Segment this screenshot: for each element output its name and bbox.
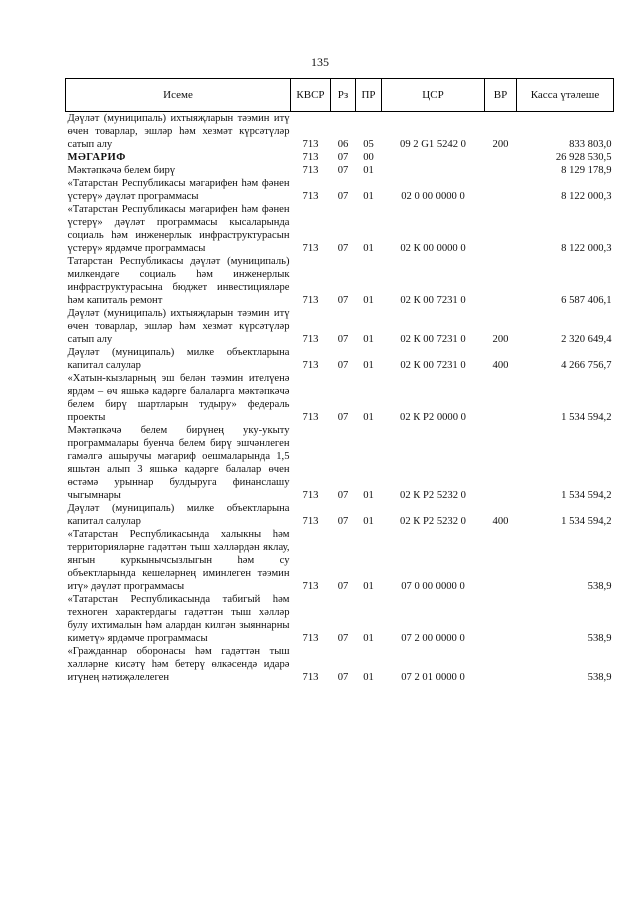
row-amount-cell: 538,9 <box>587 581 612 592</box>
table-row <box>66 645 614 684</box>
table-row <box>66 528 614 593</box>
row-rz-cell: 07 <box>337 490 349 501</box>
row-pr-cell: 01 <box>363 412 374 423</box>
row-rz-cell: 06 <box>337 139 349 150</box>
row-kvsr-cell: 713 <box>302 672 319 683</box>
row-name-cell: «Татарстан Республикасы мәгарифен һәм фәнен үстерү» дәүләт программасы кысаларында социаль һәм инженерлык инфраструктурасын үстерү» ярдәмче программасы <box>67 204 290 254</box>
row-csr-cell: 02 К Р2 0000 0 <box>400 412 466 423</box>
table-body <box>66 112 614 685</box>
table-row <box>66 151 614 164</box>
row-vr-cell: 400 <box>492 516 509 527</box>
row-vr-cell <box>485 164 517 177</box>
column-header-vr: ВР <box>485 79 517 112</box>
column-header-rz: Рз <box>331 79 356 112</box>
row-pr-cell: 01 <box>363 243 374 254</box>
column-header-amount: Касса үтәлеше <box>517 79 614 112</box>
column-header-pr: ПР <box>356 79 382 112</box>
row-csr-cell: 02 К 00 7231 0 <box>400 334 466 345</box>
row-vr-cell <box>485 424 517 502</box>
row-pr-cell: 01 <box>363 516 374 527</box>
row-rz-cell: 07 <box>337 334 349 345</box>
row-rz-cell: 07 <box>337 360 349 371</box>
row-name-cell: Дәүләт (муниципаль) ихтыяҗларын тәэмин итү өчен товарлар, эшләр һәм хезмәт күрсәтүләр сатып алу <box>67 113 290 150</box>
row-rz-cell: 07 <box>337 672 349 683</box>
column-header-csr: ЦСР <box>382 79 485 112</box>
row-csr-cell: 02 0 00 0000 0 <box>401 191 465 202</box>
row-name-cell: Дәүләт (муниципаль) милке объектларына капитал салулар <box>67 503 290 527</box>
row-pr-cell: 01 <box>363 165 374 176</box>
row-amount-cell: 833 803,0 <box>569 139 612 150</box>
table-row <box>66 502 614 528</box>
table-row <box>66 203 614 255</box>
page-number: 135 <box>311 55 329 69</box>
row-rz-cell: 07 <box>337 581 349 592</box>
row-amount-cell: 538,9 <box>587 633 612 644</box>
row-csr-cell <box>382 151 485 164</box>
row-name-cell: «Татарстан Республикасы мәгарифен һәм фәнен үстерү» дәүләт программасы <box>67 178 290 202</box>
row-name-cell: Дәүләт (муниципаль) ихтыяҗларын тәэмин итү өчен товарлар, эшләр һәм хезмәт күрсәтүләр сатып алу <box>67 308 290 345</box>
row-amount-cell: 8 122 000,3 <box>561 243 612 254</box>
row-vr-cell: 200 <box>492 334 509 345</box>
row-amount-cell: 1 534 594,2 <box>561 412 612 423</box>
row-kvsr-cell: 713 <box>302 165 319 176</box>
row-csr-cell: 02 К 00 0000 0 <box>400 243 466 254</box>
row-kvsr-cell: 713 <box>302 581 319 592</box>
table-row <box>66 307 614 346</box>
row-vr-cell: 200 <box>492 139 509 150</box>
row-kvsr-cell: 713 <box>302 633 319 644</box>
row-name-cell: «Гражданнар оборонасы һәм гадәттән тыш хәлләрне кисәтү һәм бетерү өлкәсендә идарә итүнең нәтиҗәлелеген <box>67 646 290 683</box>
row-rz-cell: 07 <box>337 412 349 423</box>
row-vr-cell <box>485 203 517 255</box>
row-pr-cell: 01 <box>363 334 374 345</box>
column-header-name: Исеме <box>66 79 291 112</box>
row-amount-cell: 8 129 178,9 <box>561 165 612 176</box>
table-header <box>66 79 614 112</box>
table-row <box>66 372 614 424</box>
row-name-cell: Дәүләт (муниципаль) милке объектларына капитал салулар <box>67 347 290 371</box>
row-pr-cell: 01 <box>363 672 374 683</box>
row-rz-cell: 07 <box>337 191 349 202</box>
row-csr-cell: 02 К Р2 5232 0 <box>400 490 466 501</box>
table-row <box>66 255 614 307</box>
row-pr-cell: 01 <box>363 581 374 592</box>
row-csr-cell: 09 2 G1 5242 0 <box>400 139 466 150</box>
table-row <box>66 424 614 502</box>
row-amount-cell: 26 928 530,5 <box>555 152 612 163</box>
row-vr-cell <box>485 151 517 164</box>
row-pr-cell: 01 <box>363 360 374 371</box>
table-row <box>66 112 614 152</box>
row-pr-cell: 00 <box>363 152 374 163</box>
budget-table <box>65 78 614 684</box>
row-csr-cell: 02 К 00 7231 0 <box>400 295 466 306</box>
row-vr-cell <box>485 528 517 593</box>
row-vr-cell <box>485 372 517 424</box>
row-pr-cell: 01 <box>363 490 374 501</box>
row-vr-cell <box>485 645 517 684</box>
row-rz-cell: 07 <box>337 295 349 306</box>
row-amount-cell: 6 587 406,1 <box>561 295 612 306</box>
row-csr-cell: 07 2 01 0000 0 <box>401 672 465 683</box>
row-amount-cell: 8 122 000,3 <box>561 191 612 202</box>
row-rz-cell: 07 <box>337 152 349 163</box>
row-name-cell: Мәктәпкәчә белем бирүнең уку-укыту программалары буенча белем бирү эшчәнлеген гамәлгә ашыручы мәгариф оешмаларында 1,5 яшьтән алып 3 яшькә кадәрге балалар өчен өстәмә урыннар булдыруга финанслашу чыгымнары <box>67 425 290 501</box>
row-vr-cell <box>485 255 517 307</box>
row-rz-cell: 07 <box>337 516 349 527</box>
row-amount-cell: 1 534 594,2 <box>561 490 612 501</box>
row-kvsr-cell: 713 <box>302 360 319 371</box>
row-vr-cell <box>485 177 517 203</box>
table-row <box>66 593 614 645</box>
row-kvsr-cell: 713 <box>302 295 319 306</box>
row-csr-cell <box>382 164 485 177</box>
row-kvsr-cell: 713 <box>302 412 319 423</box>
row-rz-cell: 07 <box>337 243 349 254</box>
row-name-cell: «Татарстан Республикасында табигый һәм техноген характердагы гадәттән тыш хәлләр булу ихтималын һәм алардан килгән зыяннарны киметү» ярдәмче программасы <box>67 594 290 644</box>
table-row <box>66 164 614 177</box>
row-vr-cell <box>485 593 517 645</box>
row-kvsr-cell: 713 <box>302 243 319 254</box>
row-kvsr-cell: 713 <box>302 191 319 202</box>
row-pr-cell: 01 <box>363 633 374 644</box>
row-name-cell: МӘГАРИФ <box>67 152 126 163</box>
row-csr-cell: 07 2 00 0000 0 <box>401 633 465 644</box>
row-rz-cell: 07 <box>337 633 349 644</box>
row-pr-cell: 01 <box>363 295 374 306</box>
table-row <box>66 346 614 372</box>
row-csr-cell: 02 К 00 7231 0 <box>400 360 466 371</box>
row-amount-cell: 4 266 756,7 <box>561 360 612 371</box>
row-kvsr-cell: 713 <box>302 139 319 150</box>
row-name-cell: «Хатын-кызларның эш белән тәэмин ителүенә ярдәм – өч яшькә кадәрге балаларга мәктәпкәчә белем бирү шартларын тудыру» федераль проекты <box>67 373 290 423</box>
row-pr-cell: 05 <box>363 139 374 150</box>
row-vr-cell: 400 <box>492 360 509 371</box>
row-rz-cell: 07 <box>337 165 349 176</box>
row-pr-cell: 01 <box>363 191 374 202</box>
row-amount-cell: 538,9 <box>587 672 612 683</box>
row-csr-cell: 07 0 00 0000 0 <box>401 581 465 592</box>
table-row <box>66 177 614 203</box>
row-kvsr-cell: 713 <box>302 490 319 501</box>
row-kvsr-cell: 713 <box>302 152 319 163</box>
row-kvsr-cell: 713 <box>302 516 319 527</box>
row-csr-cell: 02 К Р2 5232 0 <box>400 516 466 527</box>
column-header-kvsr: КВСР <box>291 79 331 112</box>
row-name-cell: «Татарстан Республикасында халыкны һәм территорияләрне гадәттән тыш хәлләрдән яклау, янгын куркынычсызлыгын һәм су объектларында кешеләрнең иминлеген тәэмин итү» дәүләт программасы <box>67 529 290 592</box>
row-name-cell: Татарстан Республикасы дәүләт (муниципаль) милкендәге социаль һәм инженерлык инфраструктурасына бюджет инвестицияләре һәм капиталь ремонт <box>67 256 290 306</box>
row-amount-cell: 2 320 649,4 <box>561 334 612 345</box>
row-name-cell: Мәктәпкәчә белем бирү <box>67 165 176 176</box>
row-amount-cell: 1 534 594,2 <box>561 516 612 527</box>
row-kvsr-cell: 713 <box>302 334 319 345</box>
